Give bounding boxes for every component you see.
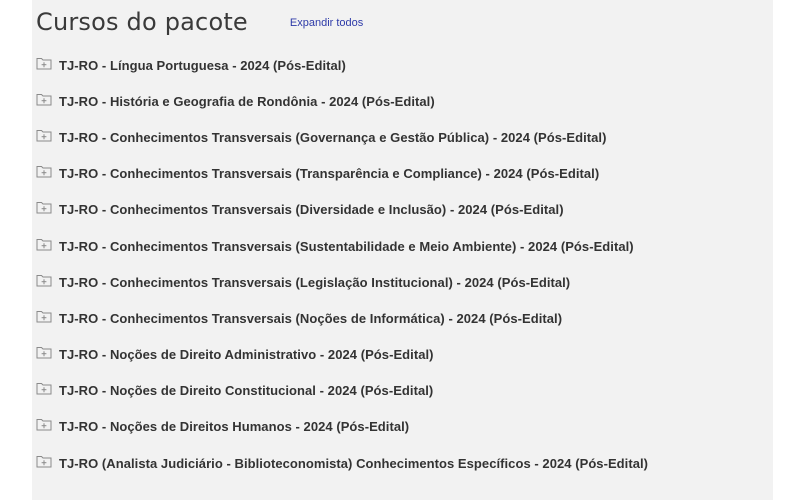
folder-plus-icon[interactable] <box>36 164 59 183</box>
folder-plus-icon[interactable] <box>36 454 59 473</box>
course-item[interactable] <box>36 47 648 83</box>
course-title: TJ-RO - Noções de Direito Administrativo - 2024 (Pós-Edital) <box>59 347 434 363</box>
course-item[interactable] <box>36 409 648 445</box>
course-title: TJ-RO - Conhecimentos Transversais (Governança e Gestão Pública) - 2024 (Pós-Edital) <box>59 129 607 145</box>
folder-plus-icon[interactable] <box>36 56 59 75</box>
course-title: TJ-RO - Conhecimentos Transversais (Sustentabilidade e Meio Ambiente) - 2024 (Pós-Edital) <box>59 238 634 254</box>
course-title: TJ-RO - História e Geografia de Rondônia - 2024 (Pós-Edital) <box>59 93 435 109</box>
course-title: TJ-RO - Conhecimentos Transversais (Legislação Institucional) - 2024 (Pós-Edital) <box>59 274 571 290</box>
folder-plus-icon[interactable] <box>36 237 59 256</box>
panel-header <box>36 8 363 36</box>
course-title: TJ-RO - Noções de Direitos Humanos - 2024 (Pós-Edital) <box>59 419 410 435</box>
course-title: TJ-RO - Língua Portuguesa - 2024 (Pós-Edital) <box>59 57 346 73</box>
course-title: TJ-RO - Noções de Direito Constitucional - 2024 (Pós-Edital) <box>59 383 434 399</box>
folder-plus-icon[interactable] <box>36 417 59 436</box>
expand-all-link[interactable]: Expandir todos <box>289 17 364 29</box>
course-title: TJ-RO - Conhecimentos Transversais (Diversidade e Inclusão) - 2024 (Pós-Edital) <box>59 202 564 218</box>
course-title: TJ-RO (Analista Judiciário - Biblioteconomista) Conhecimentos Específicos - 2024 (Pós-Edital) <box>59 455 649 471</box>
folder-plus-icon[interactable] <box>36 345 59 364</box>
course-item[interactable] <box>36 192 648 228</box>
course-item[interactable] <box>36 228 648 264</box>
course-item[interactable] <box>36 300 648 336</box>
page-title: Cursos do pacote <box>36 8 248 36</box>
folder-plus-icon[interactable] <box>36 381 59 400</box>
folder-plus-icon[interactable] <box>36 309 59 328</box>
course-item[interactable] <box>36 156 648 192</box>
course-title: TJ-RO - Conhecimentos Transversais (Transparência e Compliance) - 2024 (Pós-Edital) <box>59 166 600 182</box>
folder-plus-icon[interactable] <box>36 200 59 219</box>
folder-plus-icon[interactable] <box>36 273 59 292</box>
course-item[interactable] <box>36 337 648 373</box>
folder-plus-icon[interactable] <box>36 128 59 147</box>
course-item[interactable] <box>36 373 648 409</box>
course-title: TJ-RO - Conhecimentos Transversais (Noções de Informática) - 2024 (Pós-Edital) <box>59 310 563 326</box>
course-list <box>36 47 648 481</box>
course-item[interactable] <box>36 83 648 119</box>
course-item[interactable] <box>36 445 648 481</box>
folder-plus-icon[interactable] <box>36 92 59 111</box>
course-item[interactable] <box>36 119 648 155</box>
course-item[interactable] <box>36 264 648 300</box>
